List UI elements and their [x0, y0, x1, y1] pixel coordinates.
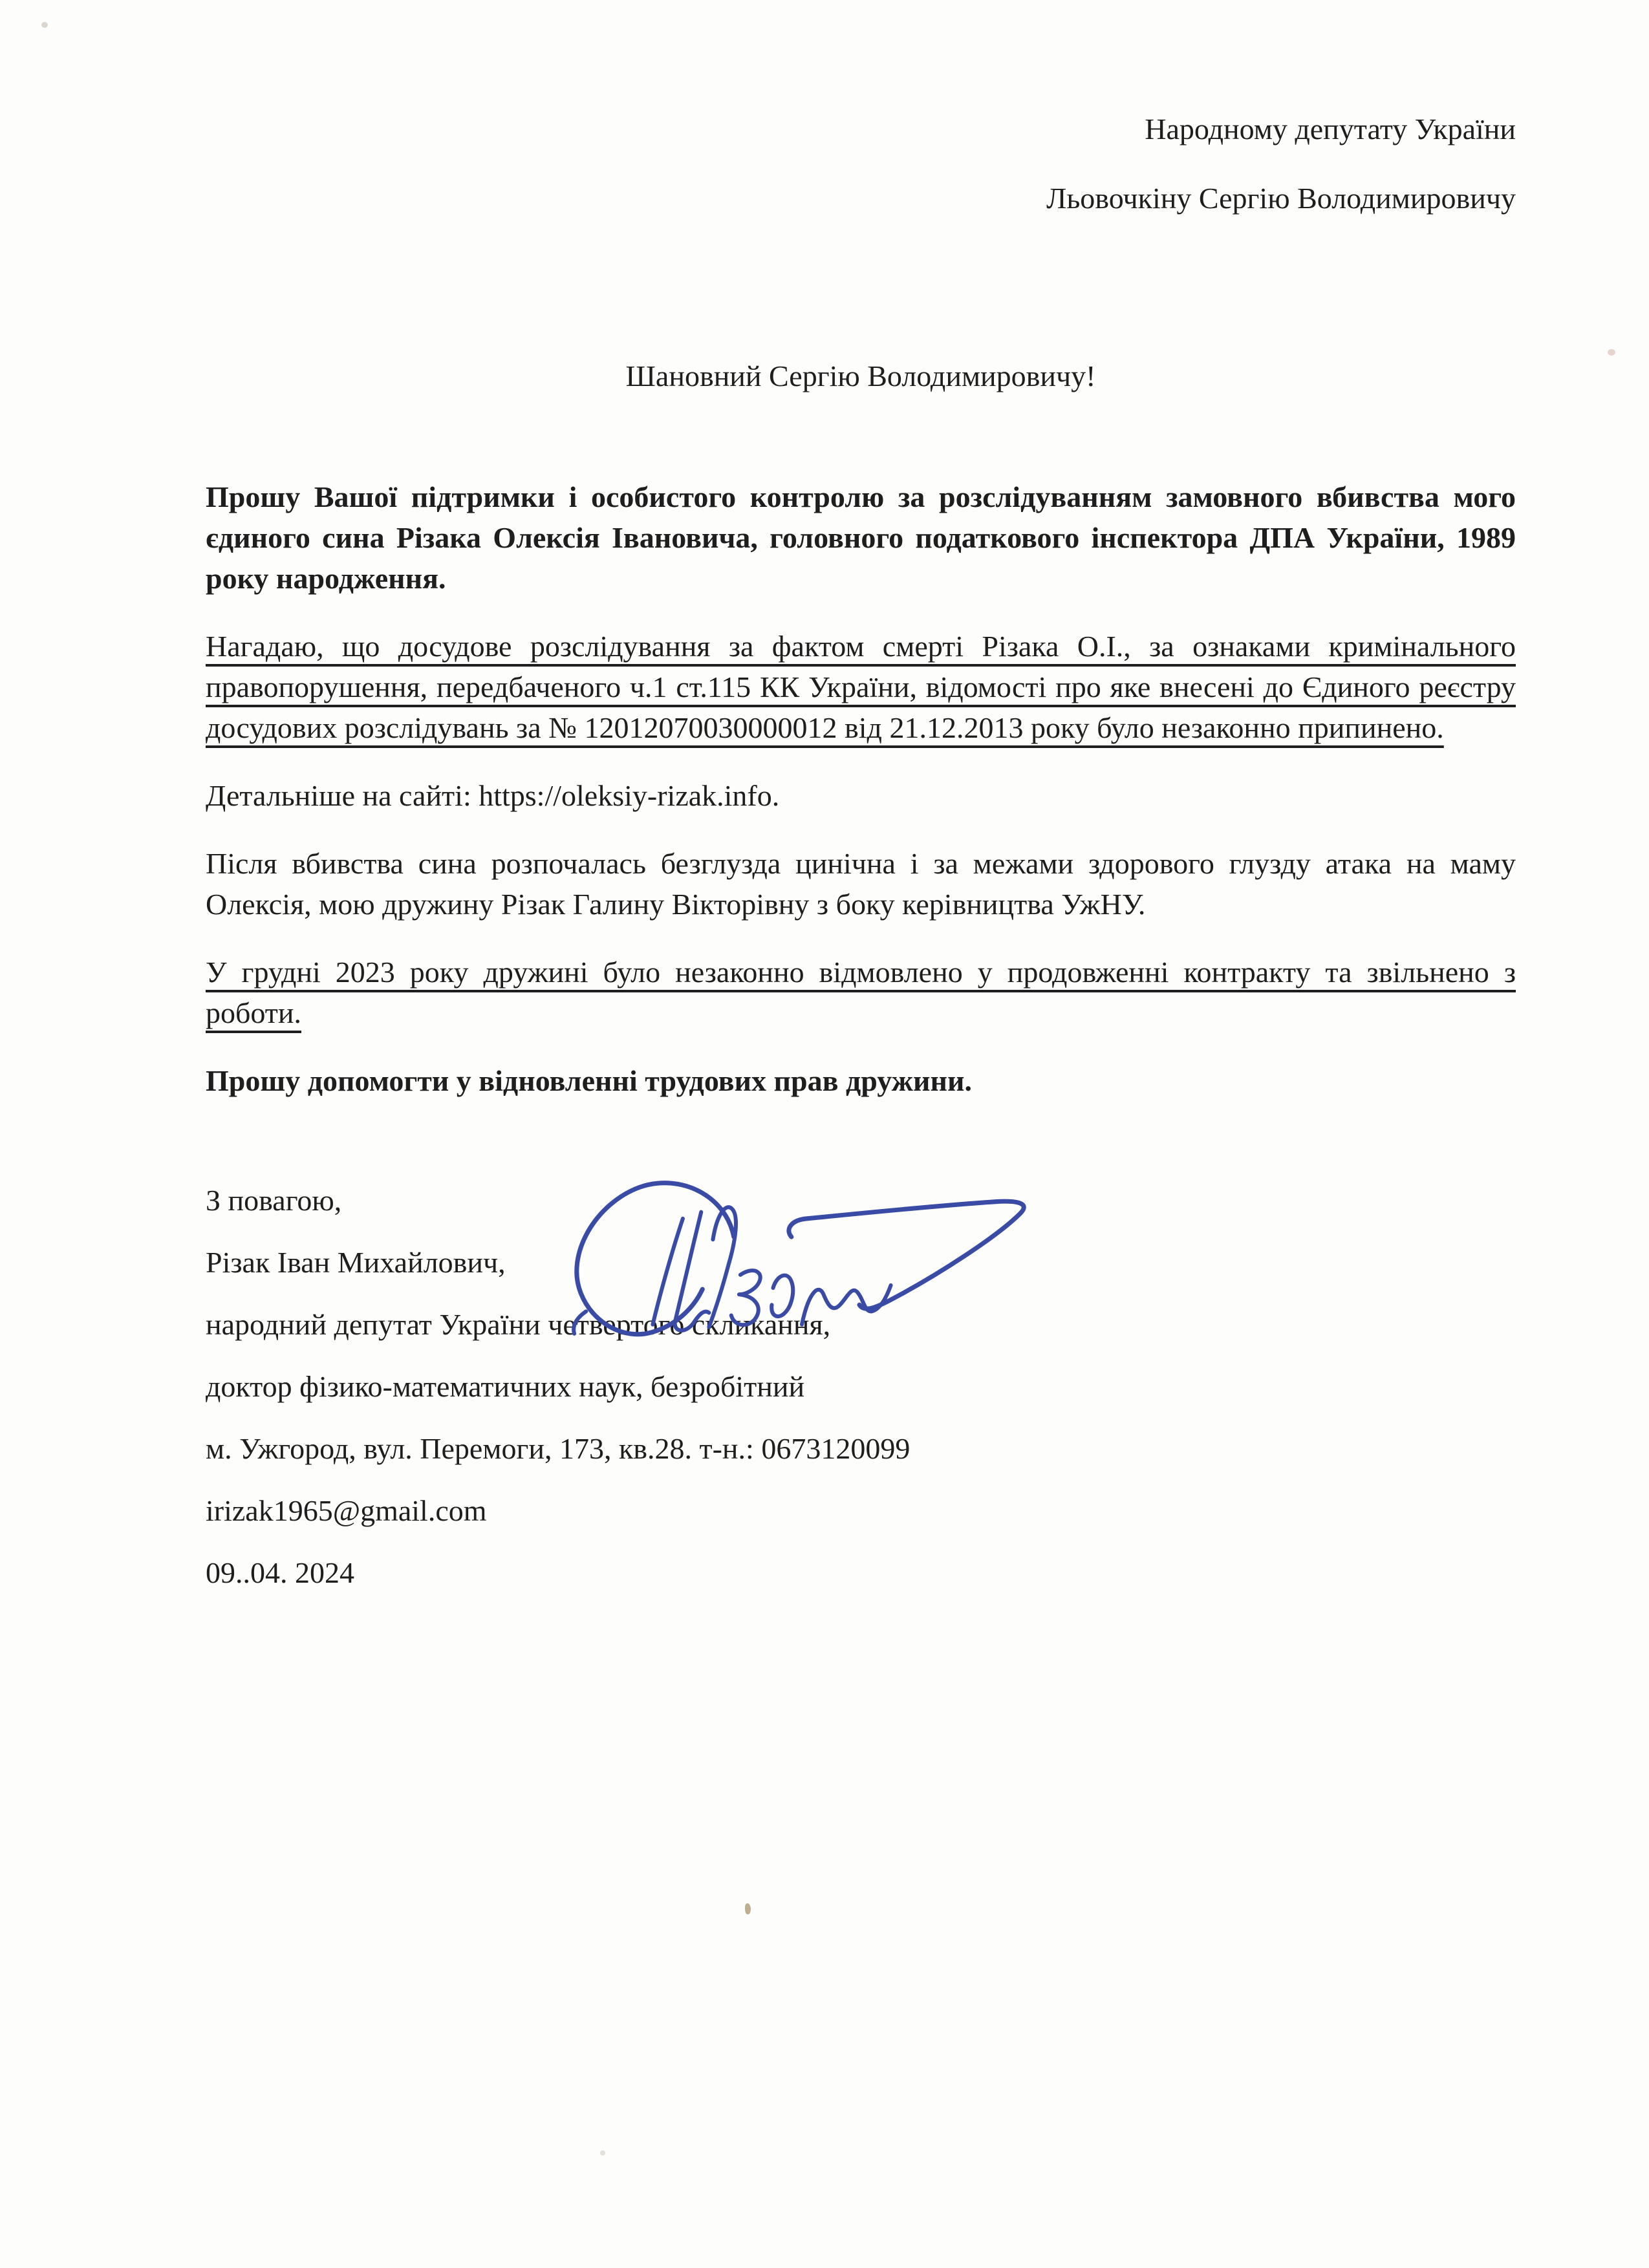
scan-artifact-speck: [1608, 349, 1615, 356]
scan-artifact-speck: [745, 1903, 751, 1914]
closing-email: irizak1965@gmail.com: [206, 1494, 487, 1527]
recipient-line-1: Народному депутату України: [1145, 112, 1516, 145]
closing-title-deputy: народний депутат України четвертого скликання,: [206, 1308, 831, 1341]
paragraph-help-bold: Прошу допомогти у відновленні трудових прав дружини.: [206, 1064, 972, 1097]
letter-body: [206, 476, 1516, 1101]
scan-artifact-speck: [41, 22, 48, 28]
recipient-line-2: Льовочкіну Сергію Володимировичу: [1046, 182, 1516, 215]
closing-title-doctor: доктор фізико-математичних наук, безробітний: [206, 1370, 805, 1403]
paragraph-website: Детальніше на сайті: https://oleksiy-rizak.info.: [206, 779, 780, 812]
closing-block: [206, 1180, 1516, 1593]
salutation: Шановний Сергію Володимировичу!: [625, 359, 1096, 392]
paragraph-investigation-underlined: Нагадаю, що досудове розслідування за фактом смерті Різака О.І., за ознаками кримінального правопорушення, передбаченого ч.1 ст.115 КК України, відомості про яке внесені до Єдиного реєстру досудових розслідувань за № 12012070030000012 від 21.12.2013 року було незаконно припинено.: [206, 630, 1516, 744]
closing-name: Різак Іван Михайлович,: [206, 1246, 506, 1279]
paragraph-request-bold: Прошу Вашої підтримки і особистого контролю за розслідуванням замовного вбивства мого єдиного сина Різака Олексія Івановича, головного податкового інспектора ДПА України, 1989 року народження.: [206, 480, 1516, 595]
paragraph-dismissal-underlined: У грудні 2023 року дружині було незаконно відмовлено у продовженні контракту та звільнено з роботи.: [206, 956, 1516, 1029]
closing-regards: З повагою,: [206, 1184, 342, 1217]
scan-artifact-speck: [600, 2150, 605, 2156]
recipient-block: [206, 109, 1516, 219]
closing-date: 09..04. 2024: [206, 1556, 354, 1589]
closing-address-phone: м. Ужгород, вул. Перемоги, 173, кв.28. т-н.: 0673120099: [206, 1432, 911, 1465]
paragraph-attack: Після вбивства сина розпочалась безглузда цинічна і за межами здорового глузду атака на маму Олексія, мою дружину Різак Галину Вікторівну з боку керівництва УжНУ.: [206, 847, 1516, 921]
